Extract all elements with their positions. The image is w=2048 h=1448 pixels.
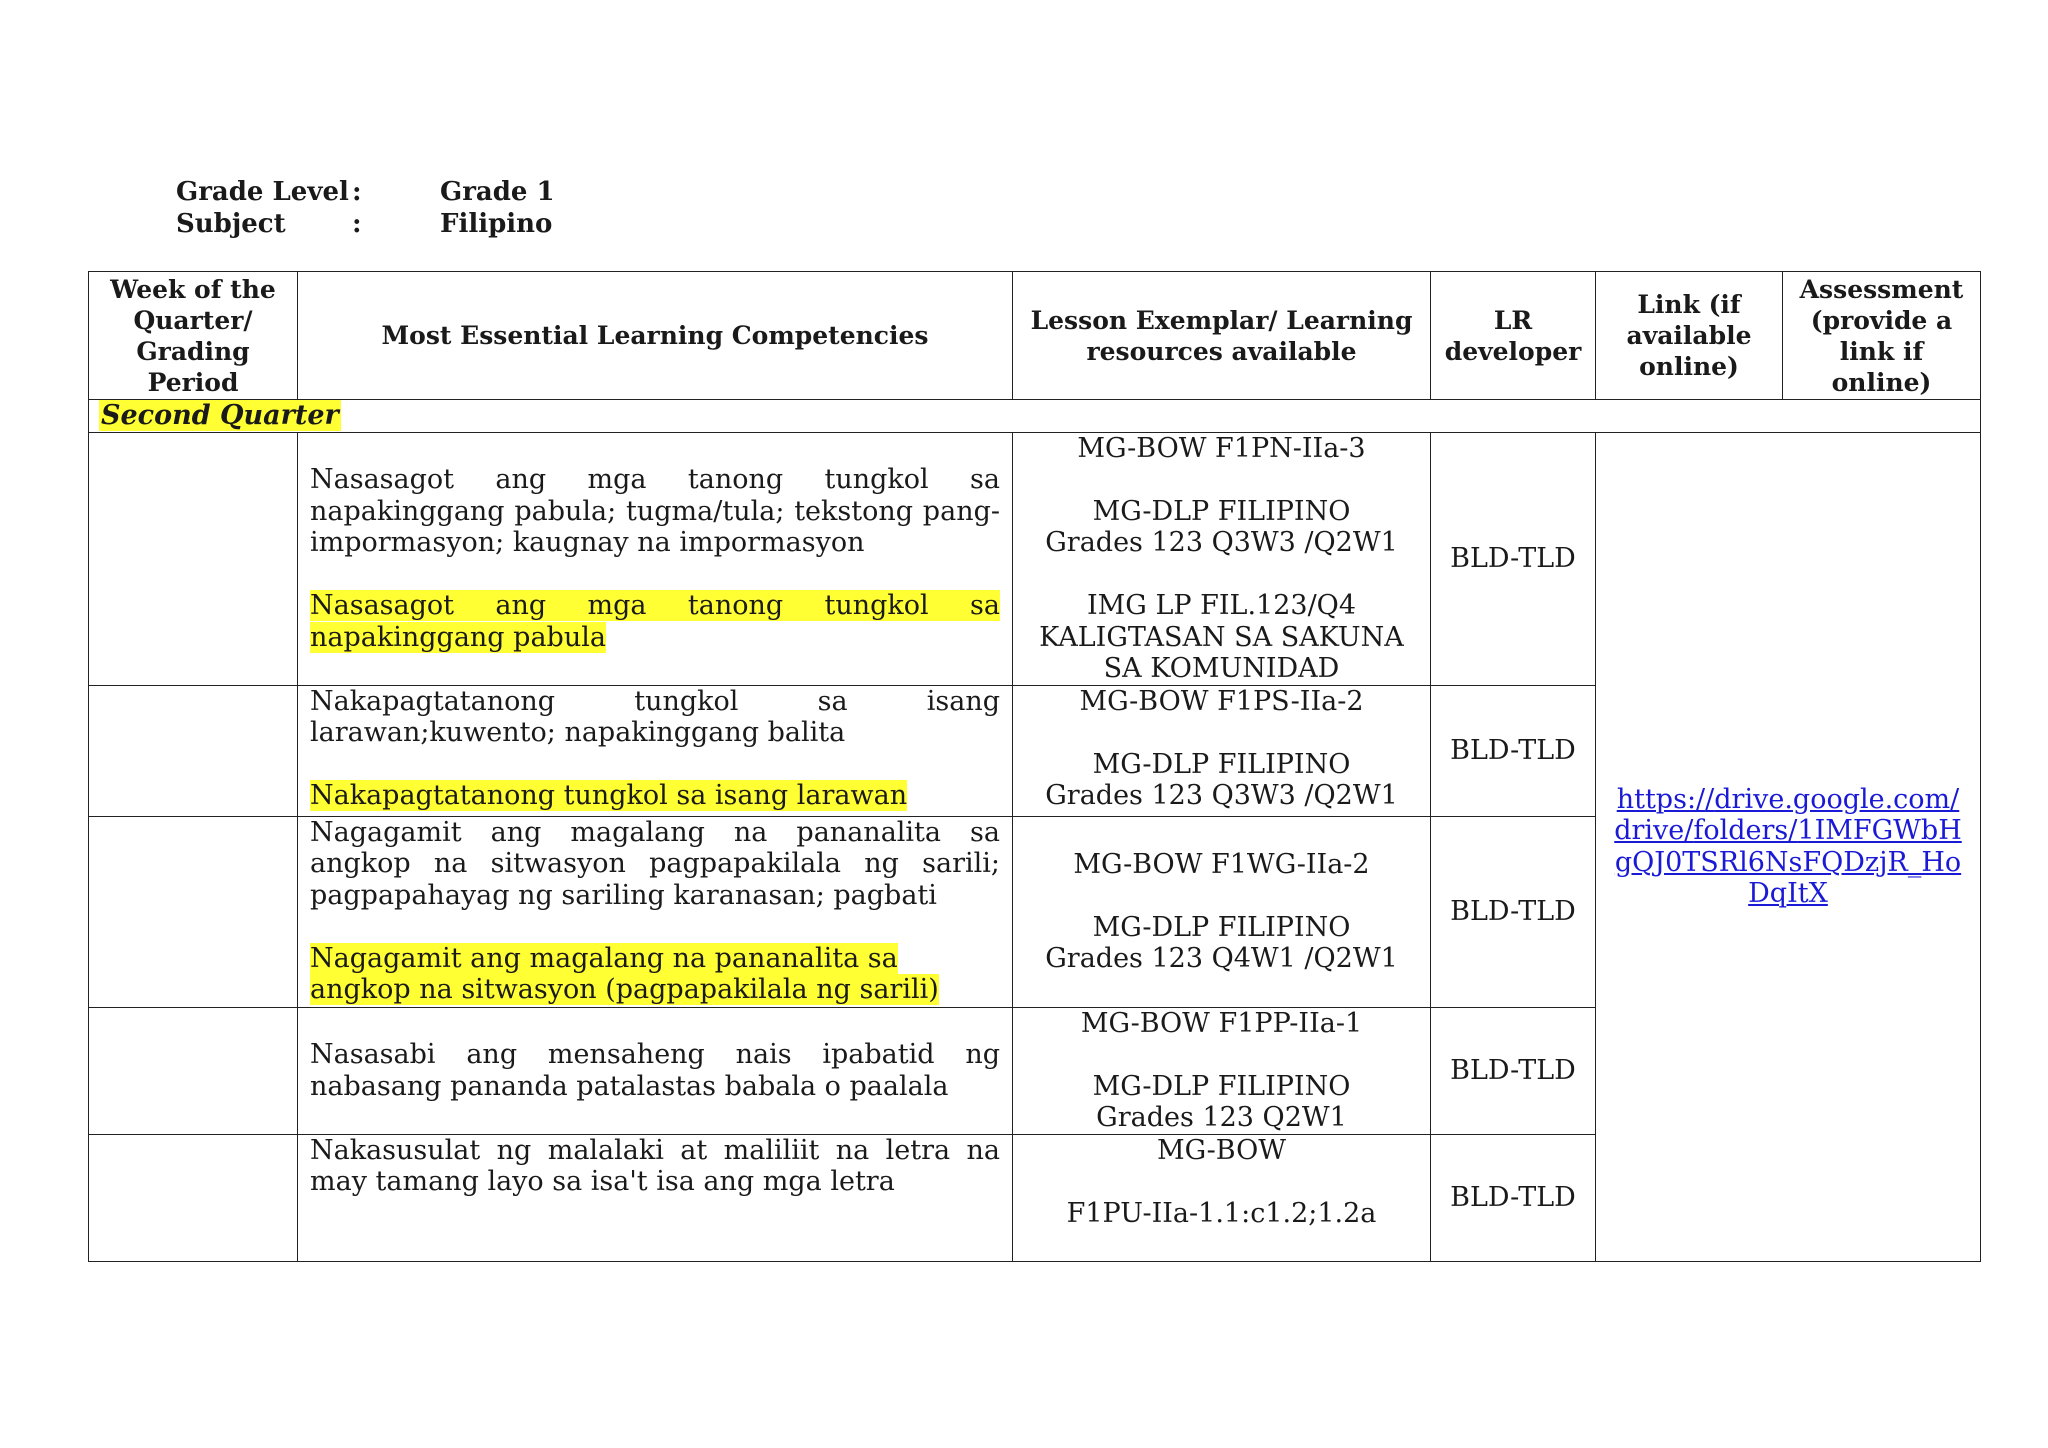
competency-cell	[298, 1134, 1013, 1261]
lesson-img: IMG LP FIL.123/Q4	[1087, 590, 1356, 621]
competency-text: Nakapagtatanong tungkol sa isang larawan;kuwento; napakinggang balita	[310, 685, 1000, 748]
competency-text: Nasasabi ang mensaheng nais ipabatid ng nabasang pananda patalastas babala o paalala	[310, 1039, 1000, 1102]
table-header-row	[89, 272, 1981, 400]
lesson-cell	[1013, 432, 1431, 685]
lesson-grades: Grades 123 Q4W1 /Q2W1	[1045, 943, 1398, 974]
lesson-cell	[1013, 816, 1431, 1007]
competency-highlight: Nakapagtatanong tungkol sa isang larawan	[310, 780, 908, 811]
grade-level-colon: :	[352, 177, 362, 207]
table-row	[89, 432, 1981, 685]
week-cell	[89, 1134, 298, 1261]
competency-text: Nasasagot ang mga tanong tungkol sa napakinggang pabula; tugma/tula; tekstong pang-impormasyon; kaugnay na impormasyon	[310, 464, 1000, 558]
competency-highlight: Nasasagot ang mga tanong tungkol sa napakinggang pabula	[310, 590, 1000, 653]
lesson-code: MG-BOW	[1156, 1134, 1287, 1166]
competency-text: Nagagamit ang magalang na pananalita sa angkop na sitwasyon pagpapakilala ng sarili; pagpapahayag ng sariling karanasan; pagbati	[310, 816, 1000, 911]
quarter-cell	[89, 400, 1981, 433]
competency-cell	[298, 685, 1013, 816]
week-cell	[89, 685, 298, 816]
quarter-label: Second Quarter	[101, 400, 339, 431]
lesson-grades: F1PU-IIa-1.1:c1.2;1.2a	[1066, 1197, 1377, 1229]
column-header-week: Week of the Quarter/ Grading Period	[89, 272, 298, 400]
document-header	[176, 176, 555, 240]
developer-cell: BLD-TLD	[1431, 1134, 1596, 1261]
grade-level-value: Grade 1	[440, 177, 555, 207]
lesson-cell	[1013, 1134, 1431, 1261]
competency-text: Nakasusulat ng malalaki at maliliit na letra na may tamang layo sa isa't isa ang mga letra	[310, 1134, 1000, 1197]
subject-value: Filipino	[440, 209, 553, 239]
lesson-grades: Grades 123 Q3W3 /Q2W1	[1045, 780, 1398, 811]
lesson-code: MG-BOW F1PS-IIa-2	[1079, 685, 1364, 717]
subject-row	[176, 208, 555, 240]
lesson-grades: Grades 123 Q2W1	[1096, 1102, 1347, 1133]
column-header-assessment: Assessment (provide a link if online)	[1783, 272, 1981, 400]
subject-label: Subject	[176, 209, 286, 239]
lesson-code: MG-BOW F1WG-IIa-2	[1073, 848, 1370, 880]
week-cell	[89, 1007, 298, 1134]
competency-cell	[298, 432, 1013, 685]
developer-cell: BLD-TLD	[1431, 685, 1596, 816]
lesson-dlp: MG-DLP FILIPINO	[1092, 748, 1351, 780]
column-header-competencies: Most Essential Learning Competencies	[298, 272, 1013, 400]
column-header-lesson: Lesson Exemplar/ Learning resources available	[1013, 272, 1431, 400]
lesson-dlp: MG-DLP FILIPINO	[1092, 911, 1351, 943]
competency-cell	[298, 816, 1013, 1007]
competency-highlight: Nagagamit ang magalang na pananalita sa angkop na sitwasyon (pagpapakilala ng sarili)	[310, 942, 939, 1005]
week-cell	[89, 816, 298, 1007]
drive-link[interactable]: https://drive.google.com/drive/folders/1IMFGWbHgQJ0TSRl6NsFQDzjR_HoDqItX	[1614, 783, 1962, 909]
melc-table	[88, 271, 1981, 1262]
developer-cell: BLD-TLD	[1431, 432, 1596, 685]
developer-cell: BLD-TLD	[1431, 1007, 1596, 1134]
grade-level-row	[176, 176, 555, 208]
column-header-link: Link (if available online)	[1596, 272, 1783, 400]
lesson-cell	[1013, 685, 1431, 816]
lesson-topic: KALIGTASAN SA SAKUNA SA KOMUNIDAD	[1039, 621, 1404, 684]
lesson-dlp: MG-DLP FILIPINO	[1092, 1070, 1351, 1102]
subject-colon: :	[352, 209, 362, 239]
lesson-grades: Grades 123 Q3W3 /Q2W1	[1045, 527, 1398, 558]
lesson-cell	[1013, 1007, 1431, 1134]
week-cell	[89, 432, 298, 685]
column-header-developer: LR developer	[1431, 272, 1596, 400]
link-cell	[1596, 432, 1981, 1261]
lesson-code: MG-BOW F1PN-IIa-3	[1077, 432, 1366, 464]
lesson-code: MG-BOW F1PP-IIa-1	[1080, 1007, 1363, 1039]
competency-cell	[298, 1007, 1013, 1134]
grade-level-label: Grade Level	[176, 177, 349, 207]
quarter-row	[89, 400, 1981, 433]
developer-cell: BLD-TLD	[1431, 816, 1596, 1007]
lesson-dlp: MG-DLP FILIPINO	[1092, 495, 1351, 527]
